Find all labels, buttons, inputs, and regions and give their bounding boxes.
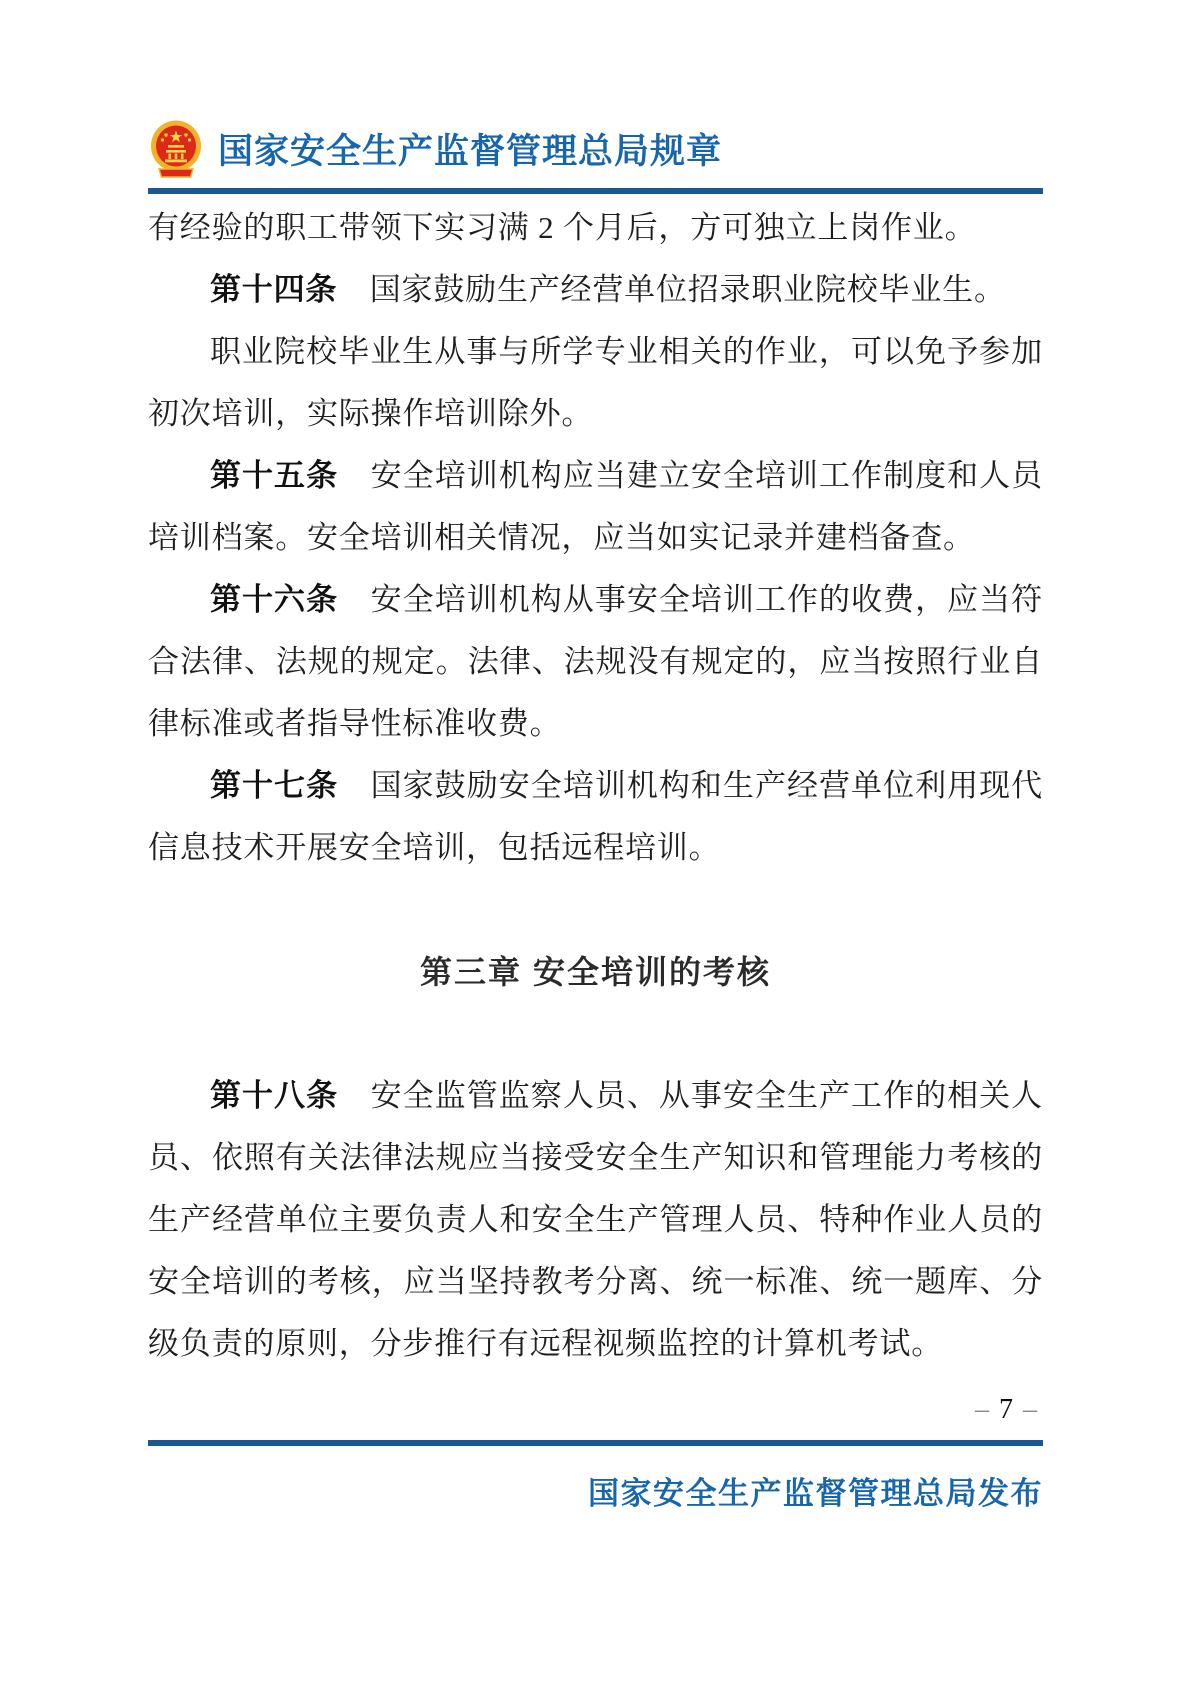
article-number-label: 第十八条 — [210, 1078, 339, 1113]
china-national-emblem-icon — [148, 120, 204, 178]
footer-rule — [148, 1440, 1043, 1446]
page-number-dash-right: – — [1023, 1394, 1037, 1425]
header-rule — [148, 188, 1043, 194]
page-number — [965, 1394, 1047, 1426]
chapter-heading: 第三章 安全培训的考核 — [420, 954, 771, 990]
page-number-dash-left: – — [975, 1394, 989, 1425]
document-header — [148, 0, 1043, 194]
document-title: 国家安全生产监督管理总局规章 — [218, 132, 723, 171]
paragraph-text: 安全监管监察人员、从事安全生产工作的相关人员、依照有关法律法规应当接受安全生产知识和管理能力考核的生产经营单位主要负责人和安全生产管理人员、特种作业人员的安全培训的考核，应当坚持教考分离、统一标准、统一题库、分级负责的原则，分步推行有远程视频监控的计算机考试。 — [148, 1078, 1043, 1361]
paragraph-text: 安全培训机构应当建立安全培训工作制度和人员培训档案。安全培训相关情况，应当如实记录并建档备查。 — [148, 458, 1043, 555]
article-number-label: 第十七条 — [210, 768, 339, 803]
paragraph-text: 有经验的职工带领下实习满 2 个月后，方可独立上岗作业。 — [148, 210, 977, 245]
document-body — [148, 197, 1043, 1375]
article-15-paragraph — [148, 445, 1043, 569]
page-number-value: 7 — [999, 1394, 1013, 1425]
paragraph-text: 安全培训机构从事安全培训工作的收费，应当符合法律、法规的规定。法律、法规没有规定的，应当按照行业自律标准或者指导性标准收费。 — [148, 582, 1043, 741]
publisher-line: 国家安全生产监督管理总局发布 — [588, 1476, 1043, 1511]
paragraph-text: 国家鼓励生产经营单位招录职业院校毕业生。 — [369, 272, 1006, 307]
paragraph-text: 职业院校毕业生从事与所学专业相关的作业，可以免予参加初次培训，实际操作培训除外。 — [148, 334, 1043, 431]
article-17-paragraph — [148, 755, 1043, 879]
body-paragraph-continuation — [148, 197, 1043, 259]
article-number-label: 第十四条 — [210, 272, 338, 307]
article-number-label: 第十五条 — [210, 458, 339, 493]
paragraph-text: 国家鼓励安全培训机构和生产经营单位利用现代信息技术开展安全培训，包括远程培训。 — [148, 768, 1043, 865]
article-number-label: 第十六条 — [210, 582, 339, 617]
article-16-paragraph — [148, 569, 1043, 755]
body-paragraph — [148, 321, 1043, 445]
article-14-paragraph — [148, 259, 1043, 321]
article-18-paragraph — [148, 1065, 1043, 1375]
